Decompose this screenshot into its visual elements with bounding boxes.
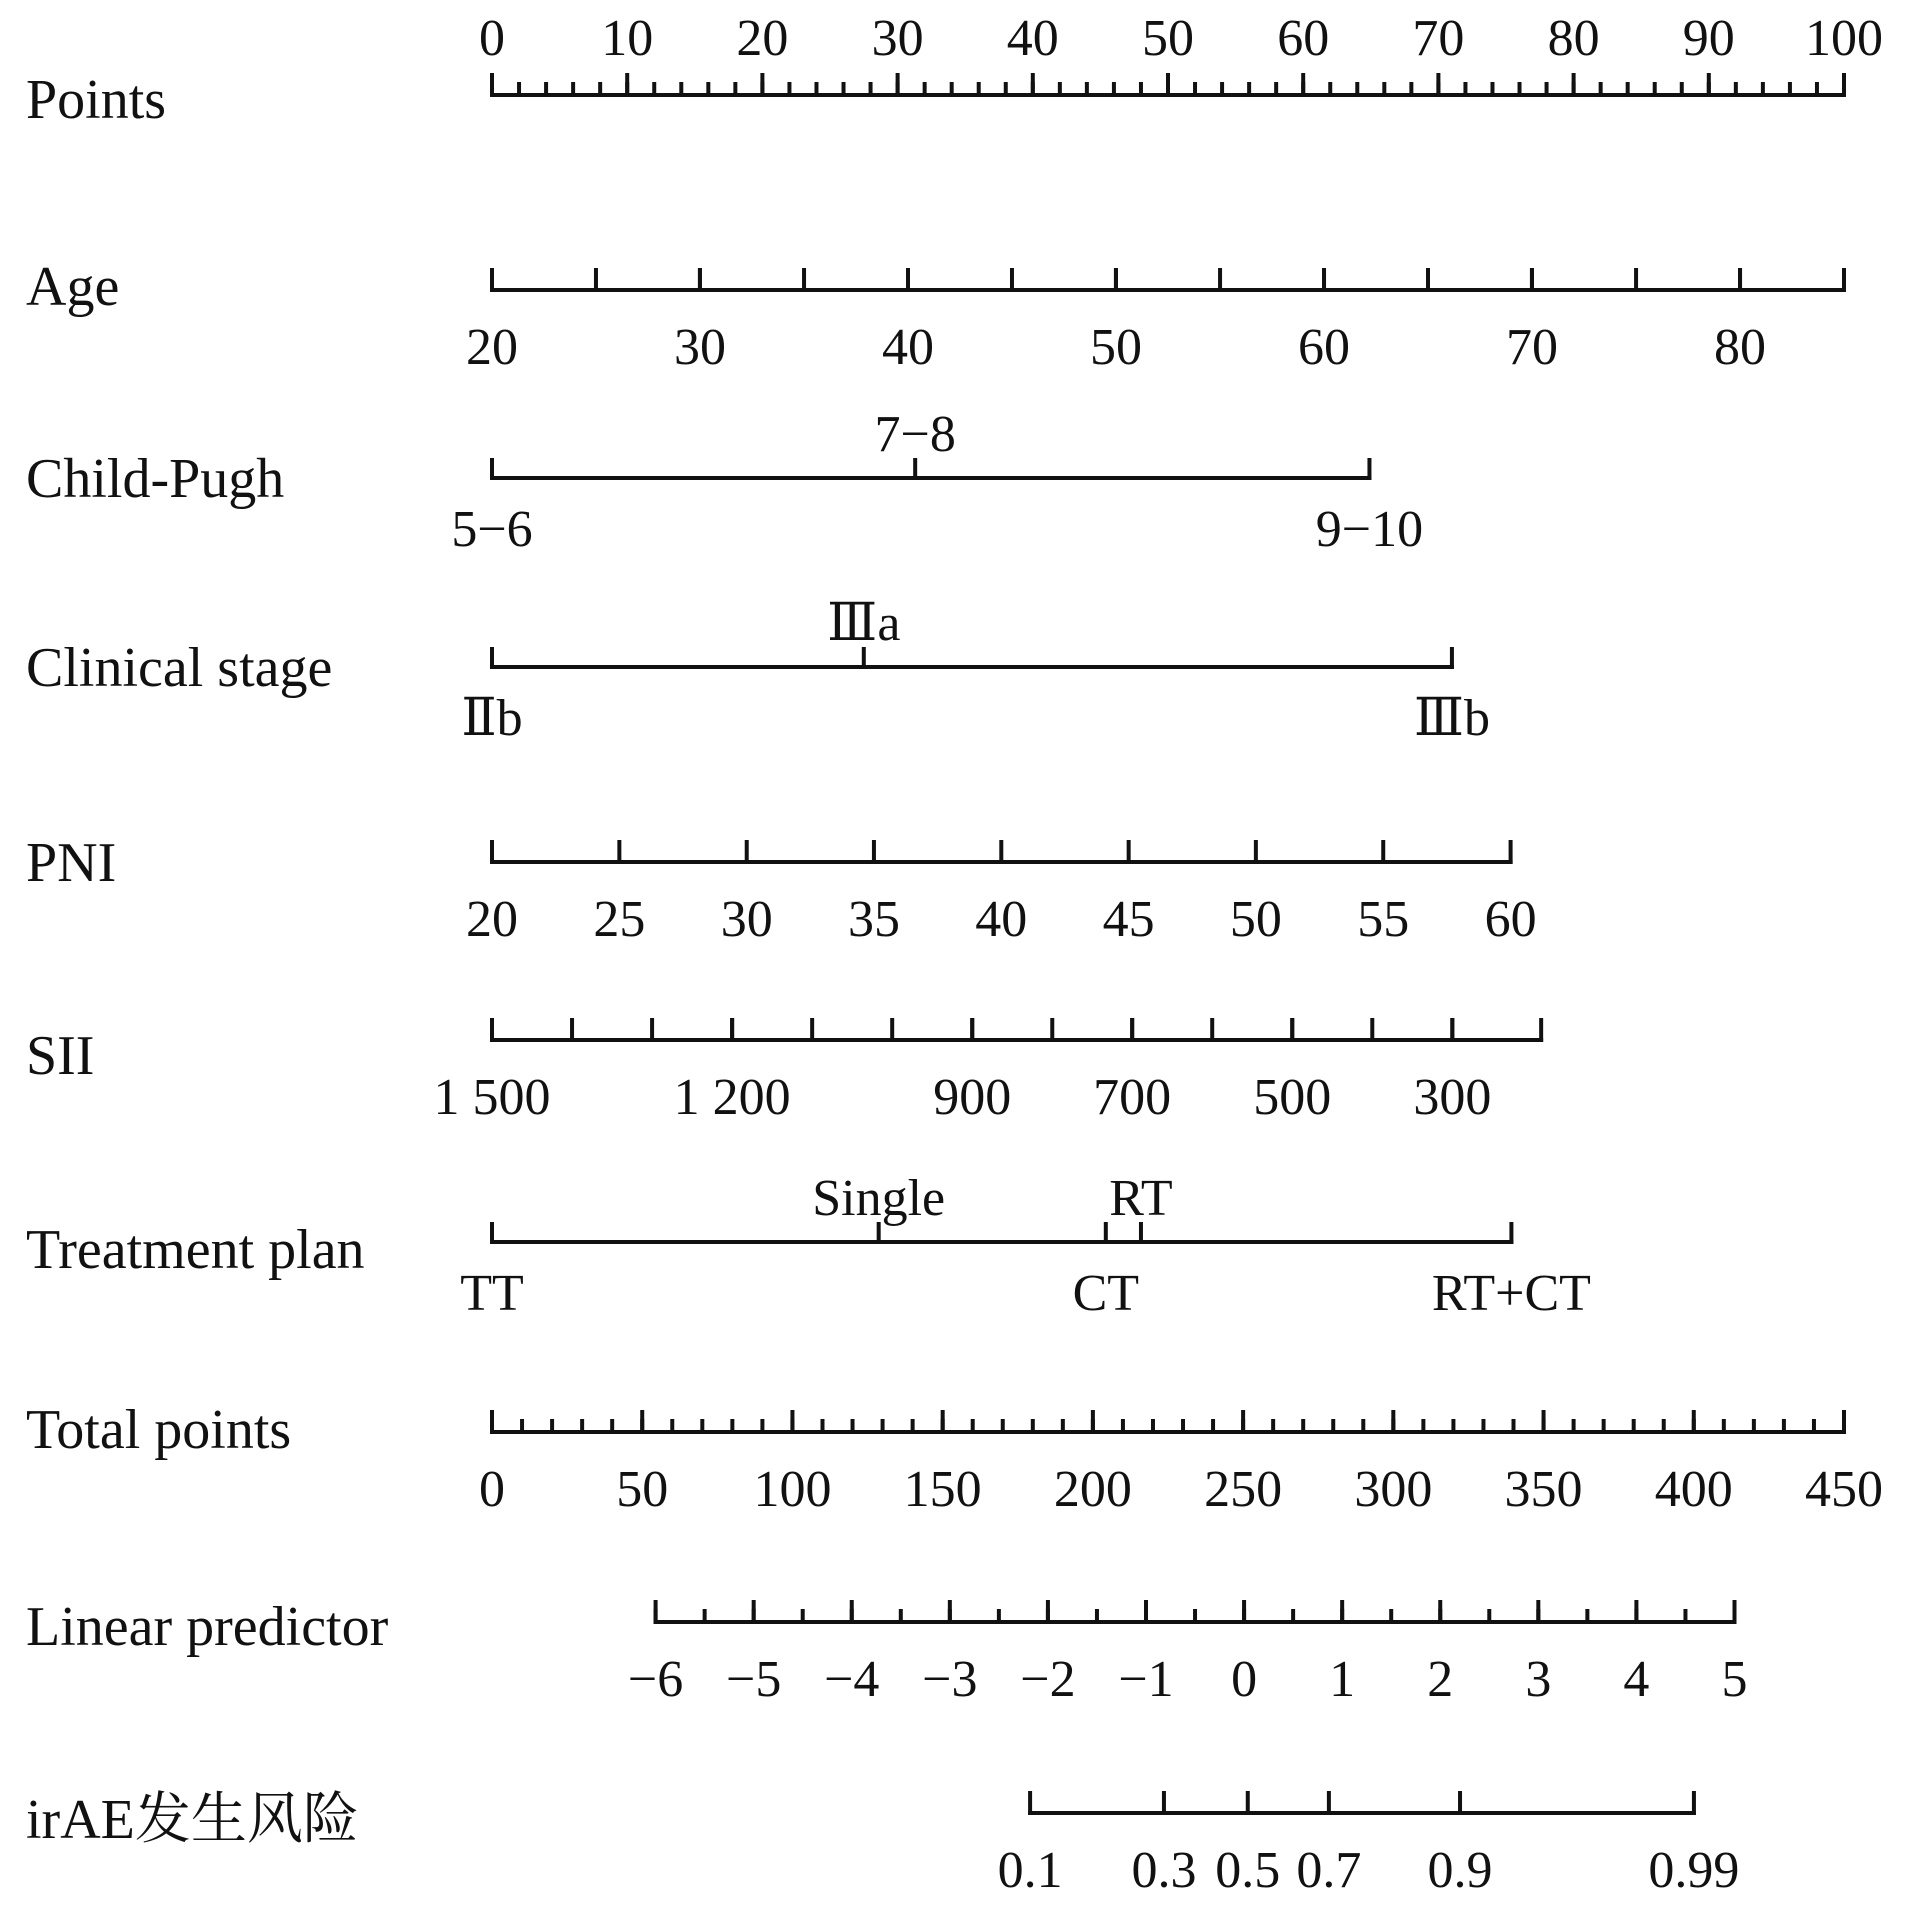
tick-label-points: 90 <box>1682 10 1735 67</box>
scale-label-irae_risk: irAE发生风险 <box>26 1789 359 1851</box>
tick-label-sii: 1 500 <box>433 1069 551 1126</box>
tick-label-linear_predictor: −3 <box>922 1651 978 1708</box>
scale-clinical_stage <box>26 595 1490 747</box>
tick-label-treatment_plan: RT+CT <box>1431 1265 1591 1322</box>
tick-label-linear_predictor: 1 <box>1329 1651 1356 1708</box>
tick-label-age: 30 <box>673 319 726 376</box>
tick-label-total_points: 300 <box>1354 1461 1433 1518</box>
tick-label-child_pugh: 7−8 <box>874 406 956 463</box>
scale-child_pugh <box>26 406 1423 558</box>
tick-label-points: 60 <box>1277 10 1330 67</box>
tick-label-linear_predictor: −5 <box>726 1651 782 1708</box>
tick-label-pni: 55 <box>1357 891 1410 948</box>
tick-label-sii: 300 <box>1413 1069 1492 1126</box>
scale-label-pni: PNI <box>26 832 117 894</box>
tick-label-linear_predictor: −4 <box>824 1651 880 1708</box>
scale-total_points <box>26 1399 1883 1518</box>
scale-sii <box>26 1020 1541 1126</box>
tick-label-points: 10 <box>601 10 654 67</box>
tick-label-treatment_plan: RT <box>1109 1170 1173 1227</box>
tick-label-age: 60 <box>1298 319 1351 376</box>
scale-label-points: Points <box>26 69 167 131</box>
tick-label-total_points: 250 <box>1204 1461 1283 1518</box>
tick-label-sii: 700 <box>1093 1069 1172 1126</box>
scale-label-total_points: Total points <box>26 1399 292 1461</box>
tick-label-irae_risk: 0.9 <box>1427 1842 1493 1899</box>
tick-label-treatment_plan: CT <box>1072 1265 1140 1322</box>
tick-label-total_points: 100 <box>753 1461 832 1518</box>
scale-irae_risk <box>26 1789 1739 1899</box>
tick-label-linear_predictor: −1 <box>1118 1651 1174 1708</box>
scale-label-age: Age <box>26 256 120 318</box>
tick-label-linear_predictor: 4 <box>1623 1651 1650 1708</box>
scale-label-sii: SII <box>26 1025 95 1087</box>
tick-label-child_pugh: 9−10 <box>1315 501 1424 558</box>
tick-label-pni: 60 <box>1484 891 1537 948</box>
tick-label-irae_risk: 0.1 <box>997 1842 1063 1899</box>
tick-label-points: 100 <box>1805 10 1883 67</box>
tick-label-points: 50 <box>1142 10 1194 67</box>
tick-label-age: 50 <box>1089 319 1142 376</box>
tick-label-irae_risk: 0.3 <box>1131 1842 1197 1899</box>
tick-label-points: 20 <box>736 10 789 67</box>
scale-pni <box>26 832 1537 948</box>
tick-label-linear_predictor: 0 <box>1231 1651 1258 1708</box>
tick-label-points: 30 <box>871 10 924 67</box>
tick-label-pni: 35 <box>847 891 900 948</box>
tick-label-age: 80 <box>1714 319 1767 376</box>
tick-label-linear_predictor: −2 <box>1020 1651 1076 1708</box>
scale-label-linear_predictor: Linear predictor <box>26 1596 389 1658</box>
scale-linear_predictor <box>26 1596 1747 1708</box>
tick-label-age: 40 <box>882 319 935 376</box>
scale-age <box>26 256 1844 376</box>
tick-label-age: 70 <box>1505 319 1558 376</box>
scale-label-child_pugh: Child-Pugh <box>26 448 285 510</box>
tick-label-irae_risk: 0.7 <box>1296 1842 1362 1899</box>
tick-label-pni: 20 <box>466 891 518 948</box>
tick-label-total_points: 450 <box>1805 1461 1883 1518</box>
tick-label-pni: 40 <box>975 891 1028 948</box>
tick-label-points: 70 <box>1412 10 1465 67</box>
tick-label-pni: 30 <box>720 891 773 948</box>
tick-label-sii: 500 <box>1253 1069 1332 1126</box>
tick-label-points: 0 <box>479 10 505 67</box>
scale-points <box>26 10 1883 131</box>
tick-label-sii: 1 200 <box>673 1069 791 1126</box>
tick-label-pni: 25 <box>593 891 646 948</box>
tick-label-total_points: 50 <box>616 1461 669 1518</box>
scale-label-treatment_plan: Treatment plan <box>26 1219 365 1281</box>
tick-label-irae_risk: 0.99 <box>1648 1842 1740 1899</box>
tick-label-age: 20 <box>466 319 518 376</box>
tick-label-treatment_plan: TT <box>460 1265 524 1322</box>
tick-label-irae_risk: 0.5 <box>1215 1842 1281 1899</box>
tick-label-total_points: 400 <box>1654 1461 1733 1518</box>
tick-label-child_pugh: 5−6 <box>451 501 533 558</box>
tick-label-pni: 45 <box>1102 891 1155 948</box>
tick-label-linear_predictor: 5 <box>1721 1651 1748 1708</box>
tick-label-points: 80 <box>1547 10 1600 67</box>
tick-label-total_points: 350 <box>1504 1461 1583 1518</box>
tick-label-pni: 50 <box>1229 891 1282 948</box>
tick-label-clinical_stage: Ⅱb <box>461 690 523 747</box>
tick-label-total_points: 0 <box>479 1461 505 1518</box>
scale-treatment_plan <box>26 1170 1591 1322</box>
tick-label-linear_predictor: 2 <box>1427 1651 1454 1708</box>
tick-label-sii: 900 <box>933 1069 1012 1126</box>
tick-label-treatment_plan: Single <box>812 1170 946 1227</box>
tick-label-clinical_stage: Ⅲa <box>827 595 901 652</box>
tick-label-total_points: 200 <box>1053 1461 1132 1518</box>
scale-label-clinical_stage: Clinical stage <box>26 637 333 699</box>
tick-label-linear_predictor: 3 <box>1525 1651 1552 1708</box>
tick-label-clinical_stage: Ⅲb <box>1413 690 1490 747</box>
tick-label-points: 40 <box>1006 10 1059 67</box>
tick-label-linear_predictor: −6 <box>627 1651 684 1708</box>
tick-label-total_points: 150 <box>903 1461 982 1518</box>
